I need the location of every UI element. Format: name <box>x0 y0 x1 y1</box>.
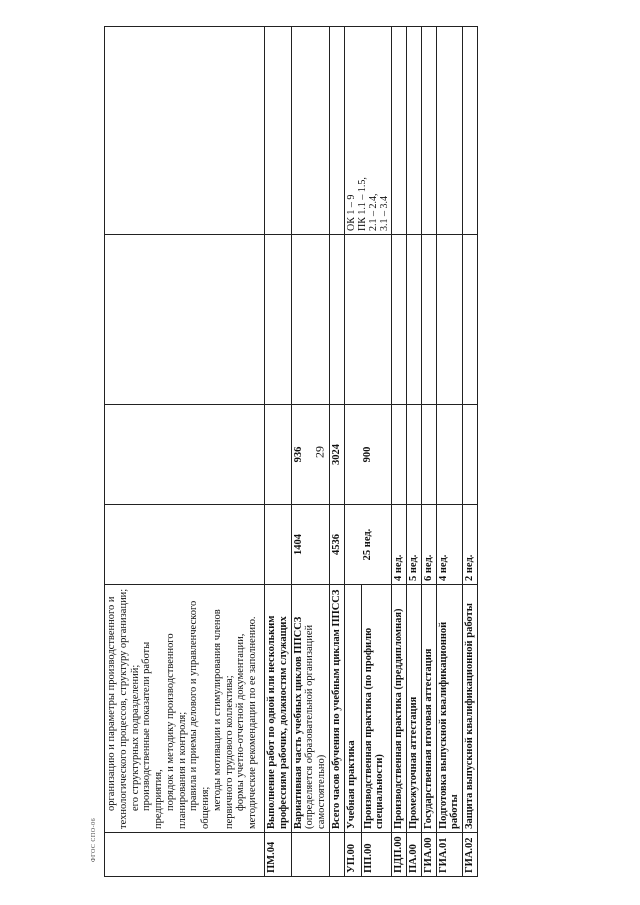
row-note: (определяется образовательной организацией самостоятельно) <box>304 624 327 829</box>
competencies-cell <box>265 27 292 235</box>
table-row <box>407 27 422 877</box>
competencies-cell <box>407 27 422 235</box>
competencies-cell <box>291 27 329 235</box>
hours-mandatory-cell <box>265 405 292 505</box>
hours-mandatory-cell: 3024 <box>329 405 344 505</box>
page-number: 29 <box>312 446 327 458</box>
row-code: ГИА.00 <box>421 833 436 877</box>
hours-mandatory-cell <box>407 405 422 505</box>
row-name: Промежуточная аттестация <box>407 585 422 833</box>
competencies-cell <box>421 27 436 235</box>
knowledge-line: порядок и методику производственного <box>164 633 176 811</box>
knowledge-line: технологического процессов, структуру организации; <box>117 588 129 829</box>
row-code <box>291 833 329 877</box>
knowledge-line: общения; <box>200 786 211 829</box>
row-code: ПДП.00 <box>392 833 407 877</box>
row-name: Государственная итоговая аттестация <box>421 585 436 833</box>
hours-mandatory-cell: 936 <box>291 405 329 505</box>
practice-hours-cell: 900 <box>344 405 392 505</box>
competencies-cell <box>329 27 344 235</box>
hours-mandatory-cell <box>421 405 436 505</box>
row-name: Производственная практика (преддипломная) <box>392 585 407 833</box>
competencies-cell <box>392 27 407 235</box>
row-code <box>105 833 265 877</box>
footer-note: ФГОС СПО-06 <box>91 817 97 863</box>
row-code: ПМ.04 <box>265 833 292 877</box>
competencies-cell <box>463 27 478 235</box>
table-row <box>344 27 361 877</box>
knowledge-list <box>105 585 265 833</box>
knowledge-line: планирования и контроля; <box>176 711 188 829</box>
competencies-cell <box>436 27 463 235</box>
row-name: Всего часов обучения по учебным циклам ППССЗ <box>329 585 344 833</box>
row-name: Защита выпускной квалификационной работы <box>463 585 478 833</box>
disciplines-cell <box>392 235 407 405</box>
disciplines-cell <box>463 235 478 405</box>
row-code: ПП.00 <box>361 833 392 877</box>
table-row <box>329 27 344 877</box>
weeks-cell: 6 нед. <box>421 505 436 585</box>
disciplines-cell <box>265 235 292 405</box>
table-row <box>436 27 463 877</box>
competencies-cell: ОК 1 – 9 ПК 1.1 – 1.5, 2.1 – 2.4, 3.1 – 3.4 <box>344 27 392 235</box>
table-row <box>291 27 329 877</box>
disciplines-cell <box>344 235 392 405</box>
row-code: ГИА.02 <box>463 833 478 877</box>
disciplines-cell <box>436 235 463 405</box>
weeks-cell: 2 нед. <box>463 505 478 585</box>
table-row <box>463 27 478 877</box>
disciplines-cell <box>407 235 422 405</box>
hours-total-cell <box>105 505 265 585</box>
row-name: Производственная практика (по профилю специальности) <box>361 585 392 833</box>
rotated-table-container <box>104 27 598 877</box>
table-row <box>105 27 265 877</box>
competencies-cell <box>105 27 265 235</box>
knowledge-line: правила и приемы делового и управленческого <box>188 600 200 811</box>
disciplines-cell <box>291 235 329 405</box>
hours-mandatory-cell <box>392 405 407 505</box>
knowledge-line: производственные показатели работы предприятия, <box>141 641 164 829</box>
knowledge-line: первичного трудового коллектива; <box>223 675 235 829</box>
row-name: Подготовка выпускной квалификационной работы <box>436 585 463 833</box>
practice-weeks-cell: 25 нед. <box>344 505 392 585</box>
hours-mandatory-cell <box>105 405 265 505</box>
knowledge-line: формы учетно-отчетной документации, <box>235 633 247 811</box>
row-code <box>329 833 344 877</box>
disciplines-cell <box>105 235 265 405</box>
weeks-cell: 5 нед. <box>407 505 422 585</box>
curriculum-table <box>104 26 478 877</box>
knowledge-line: методы мотивации и стимулирования членов <box>211 609 223 811</box>
table-row <box>392 27 407 877</box>
row-code: ГИА.01 <box>436 833 463 877</box>
table-row <box>421 27 436 877</box>
row-name: Вариативная часть учебных циклов ППССЗ <box>292 616 304 829</box>
knowledge-line: методические рекомендации по ее заполнению. <box>247 616 258 829</box>
row-name-cell <box>291 585 329 833</box>
knowledge-line: организацию и параметры производственного и <box>106 596 117 811</box>
row-name: Выполнение работ по одной или нескольким профессиям рабочих, должностям служащих <box>265 585 292 833</box>
knowledge-line: его структурных подразделений; <box>129 664 141 811</box>
weeks-cell: 4 нед. <box>392 505 407 585</box>
hours-total-cell: 1404 <box>291 505 329 585</box>
row-code: ПА.00 <box>407 833 422 877</box>
disciplines-cell <box>421 235 436 405</box>
hours-total-cell: 4536 <box>329 505 344 585</box>
hours-total-cell <box>265 505 292 585</box>
row-code: УП.00 <box>344 833 361 877</box>
hours-mandatory-cell <box>436 405 463 505</box>
disciplines-cell <box>329 235 344 405</box>
table-row <box>265 27 292 877</box>
row-name: Учебная практика <box>344 585 361 833</box>
weeks-cell: 4 нед. <box>436 505 463 585</box>
hours-mandatory-cell <box>463 405 478 505</box>
